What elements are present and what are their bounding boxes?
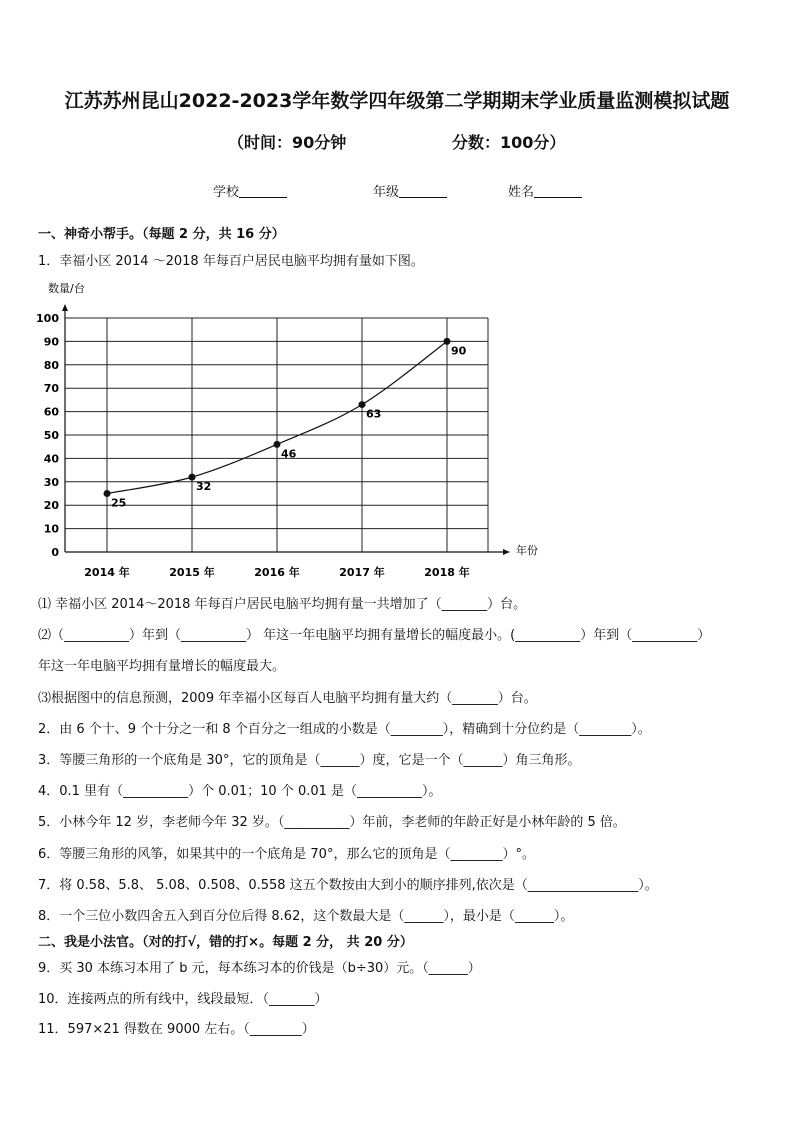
x-tick-label: 2018 年: [424, 566, 470, 579]
grade-blank[interactable]: [399, 184, 447, 198]
section2-heading: 二、我是小法官。（对的打√，错的打×。每题 2 分， 共 20 分）: [38, 935, 413, 950]
school-field: [213, 181, 287, 200]
grade-field: [373, 181, 447, 200]
question-5: 5．小林今年 12 岁，李老师今年 32 岁。（__________）年前，李老师的年龄正好是小林年龄的 5 倍。: [38, 815, 626, 830]
question-11: 11．597×21 得数在 9000 左右。（________）: [38, 1022, 315, 1037]
y-tick-label: 30: [43, 475, 59, 489]
name-field: [508, 181, 582, 200]
name-blank[interactable]: [534, 184, 582, 198]
y-tick-label: 80: [43, 358, 59, 372]
school-blank[interactable]: [239, 184, 287, 198]
name-label: 姓名: [508, 185, 535, 200]
y-tick-label: 50: [43, 429, 59, 442]
chart-series: [104, 338, 467, 510]
data-label: 63: [366, 407, 382, 421]
question-9: 9．买 30 本练习本用了 b 元，每本练习本的价钱是（b÷30）元。（______）: [38, 961, 481, 976]
y-tick-label: 10: [43, 522, 59, 536]
data-point: [104, 490, 111, 497]
section1-heading: 一、神奇小帮手。（每题 2 分，共 16 分）: [38, 227, 285, 242]
y-axis-label: 数量/台: [48, 282, 85, 295]
x-tick-label: 2017 年: [339, 566, 385, 579]
data-point: [444, 338, 451, 345]
question-1-3: ⑶根据图中的信息预测，2009 年幸福小区每百人电脑平均拥有量大约（_______）台。: [38, 691, 537, 706]
question-2: 2．由 6 个十、9 个十分之一和 8 个百分之一组成的小数是（________），精确到十分位约是（________）。: [38, 722, 651, 737]
question-1-1: ⑴ 幸福小区 2014～2018 年每百户居民电脑平均拥有量一共增加了（_______）台。: [38, 597, 527, 612]
y-axis-arrow: [62, 304, 68, 311]
chart-grid: [65, 318, 488, 552]
exam-title: 江苏苏州昆山2022-2023学年数学四年级第二学期期末学业质量监测模拟试题: [64, 90, 730, 112]
x-tick-label: 2015 年: [169, 566, 215, 579]
y-tick-label: 40: [43, 452, 59, 466]
x-axis-label: 年份: [516, 544, 538, 557]
y-tick-label: 70: [43, 382, 59, 396]
y-tick-label: 90: [43, 335, 59, 349]
x-tick-label: 2014 年: [84, 566, 130, 579]
question-10: 10．连接两点的所有线中，线段最短．（_______）: [38, 992, 328, 1007]
question-8: 8．一个三位小数四舍五入到百分位后得 8.62，这个数最大是（______），最小是（______）。: [38, 909, 574, 924]
score-label: 分数：100分）: [452, 133, 566, 152]
x-axis-arrow: [503, 549, 510, 555]
data-point: [189, 474, 196, 481]
time-label: （时间：90分钟: [228, 133, 347, 152]
question-1: 1．幸福小区 2014 ～2018 年每百户居民电脑平均拥有量如下图。: [38, 254, 424, 269]
data-point: [274, 441, 281, 448]
question-4: 4．0.1 里有（__________）个 0.01；10 个 0.01 是（__________）。: [38, 784, 442, 799]
data-label: 46: [281, 447, 297, 461]
question-3: 3．等腰三角形的一个底角是 30°，它的顶角是（______）度，它是一个（______）角三角形。: [38, 753, 581, 768]
y-tick-label: 20: [43, 499, 59, 513]
school-label: 学校: [213, 185, 240, 200]
data-label: 25: [111, 496, 127, 510]
data-label: 90: [451, 344, 467, 358]
question-6: 6．等腰三角形的风筝，如果其中的一个底角是 70°，那么它的顶角是（________）°。: [38, 847, 535, 862]
y-tick-label: 100: [36, 312, 59, 325]
question-1-2: ⑵（__________）年到（__________） 年这一年电脑平均拥有量增长的幅度最小。(__________）年到（__________）: [38, 628, 711, 643]
data-point: [359, 401, 366, 408]
question-1-2-cont: 年这一年电脑平均拥有量增长的幅度最大。: [38, 659, 286, 674]
grade-label: 年级: [373, 185, 400, 200]
y-tick-label: 0: [51, 546, 59, 559]
data-label: 32: [196, 480, 212, 494]
line-chart: [30, 276, 570, 581]
y-tick-label: 60: [43, 405, 59, 419]
x-tick-label: 2016 年: [254, 566, 300, 579]
question-7: 7．将 0.58、5.8、 5.08、0.508、0.558 这五个数按由大到小的顺序排列,依次是（_________________）。: [38, 878, 658, 893]
